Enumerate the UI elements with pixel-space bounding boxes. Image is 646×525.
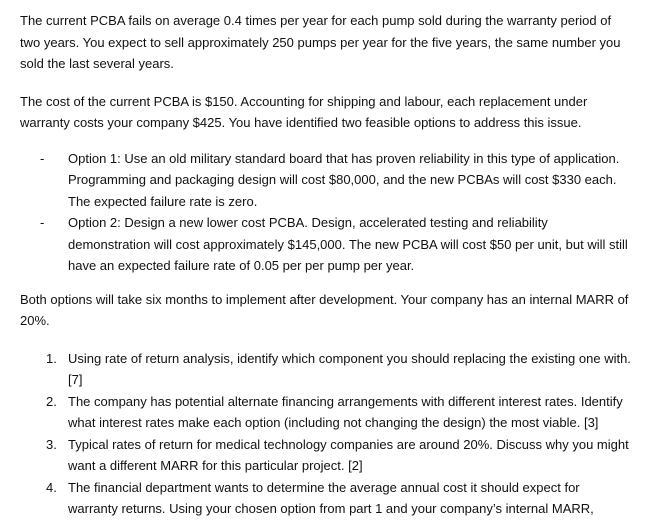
paragraph-implementation: Both options will take six months to implement after development. Your company has an internal MARR of 20%. xyxy=(20,291,629,328)
question-item-2 xyxy=(20,391,632,434)
list-bullet: - xyxy=(40,215,45,230)
questions-list xyxy=(20,348,632,520)
option-2-text: Option 2: Design a new lower cost PCBA. Design, accelerated testing and reliability demonstration will cost approximately $145,000. The new PCBA will cost $50 per unit, but will still have an expected failure rate of 0.05 per per pump per year. xyxy=(68,215,628,273)
question-item-1 xyxy=(20,348,632,391)
options-list xyxy=(20,148,632,277)
question-3-text: Typical rates of return for medical technology companies are around 20%. Discuss why you might want a different MARR for this particular project. [2] xyxy=(68,436,629,473)
option-item-1 xyxy=(20,148,632,213)
question-number: 4. xyxy=(46,479,57,495)
paragraph-cost: The cost of the current PCBA is $150. Accounting for shipping and labour, each replacement under warranty costs your company $425. You have identified two feasible options to address this issue. xyxy=(20,93,588,130)
paragraph-failure-rate: The current PCBA fails on average 0.4 times per year for each pump sold during the warranty period of two years. You expect to sell approximately 250 pumps per year for the five years, the same number you sold the last several years. xyxy=(20,13,621,71)
question-number: 1. xyxy=(46,350,57,366)
document-page xyxy=(20,10,632,520)
question-1-text: Using rate of return analysis, identify which component you should replacing the existing one with. [7] xyxy=(68,350,631,387)
question-item-3 xyxy=(20,434,632,477)
question-2-text: The company has potential alternate financing arrangements with different interest rates. Identify what interest rates make each option (including not changing the design) the most viable. [3] xyxy=(68,393,623,430)
question-number: 3. xyxy=(46,436,57,452)
question-4-text: The financial department wants to determine the average annual cost it should expect for warranty returns. Using your chosen option from part 1 and your company’s internal MARR, xyxy=(68,479,594,516)
question-item-4 xyxy=(20,477,632,520)
question-number: 2. xyxy=(46,393,57,409)
option-item-2 xyxy=(20,212,632,277)
list-bullet: - xyxy=(40,150,45,166)
option-1-text: Option 1: Use an old military standard board that has proven reliability in this type of application. Programming and packaging design will cost $80,000, and the new PCBAs will cost $330 each. The expected failure rate is zero. xyxy=(68,150,620,209)
